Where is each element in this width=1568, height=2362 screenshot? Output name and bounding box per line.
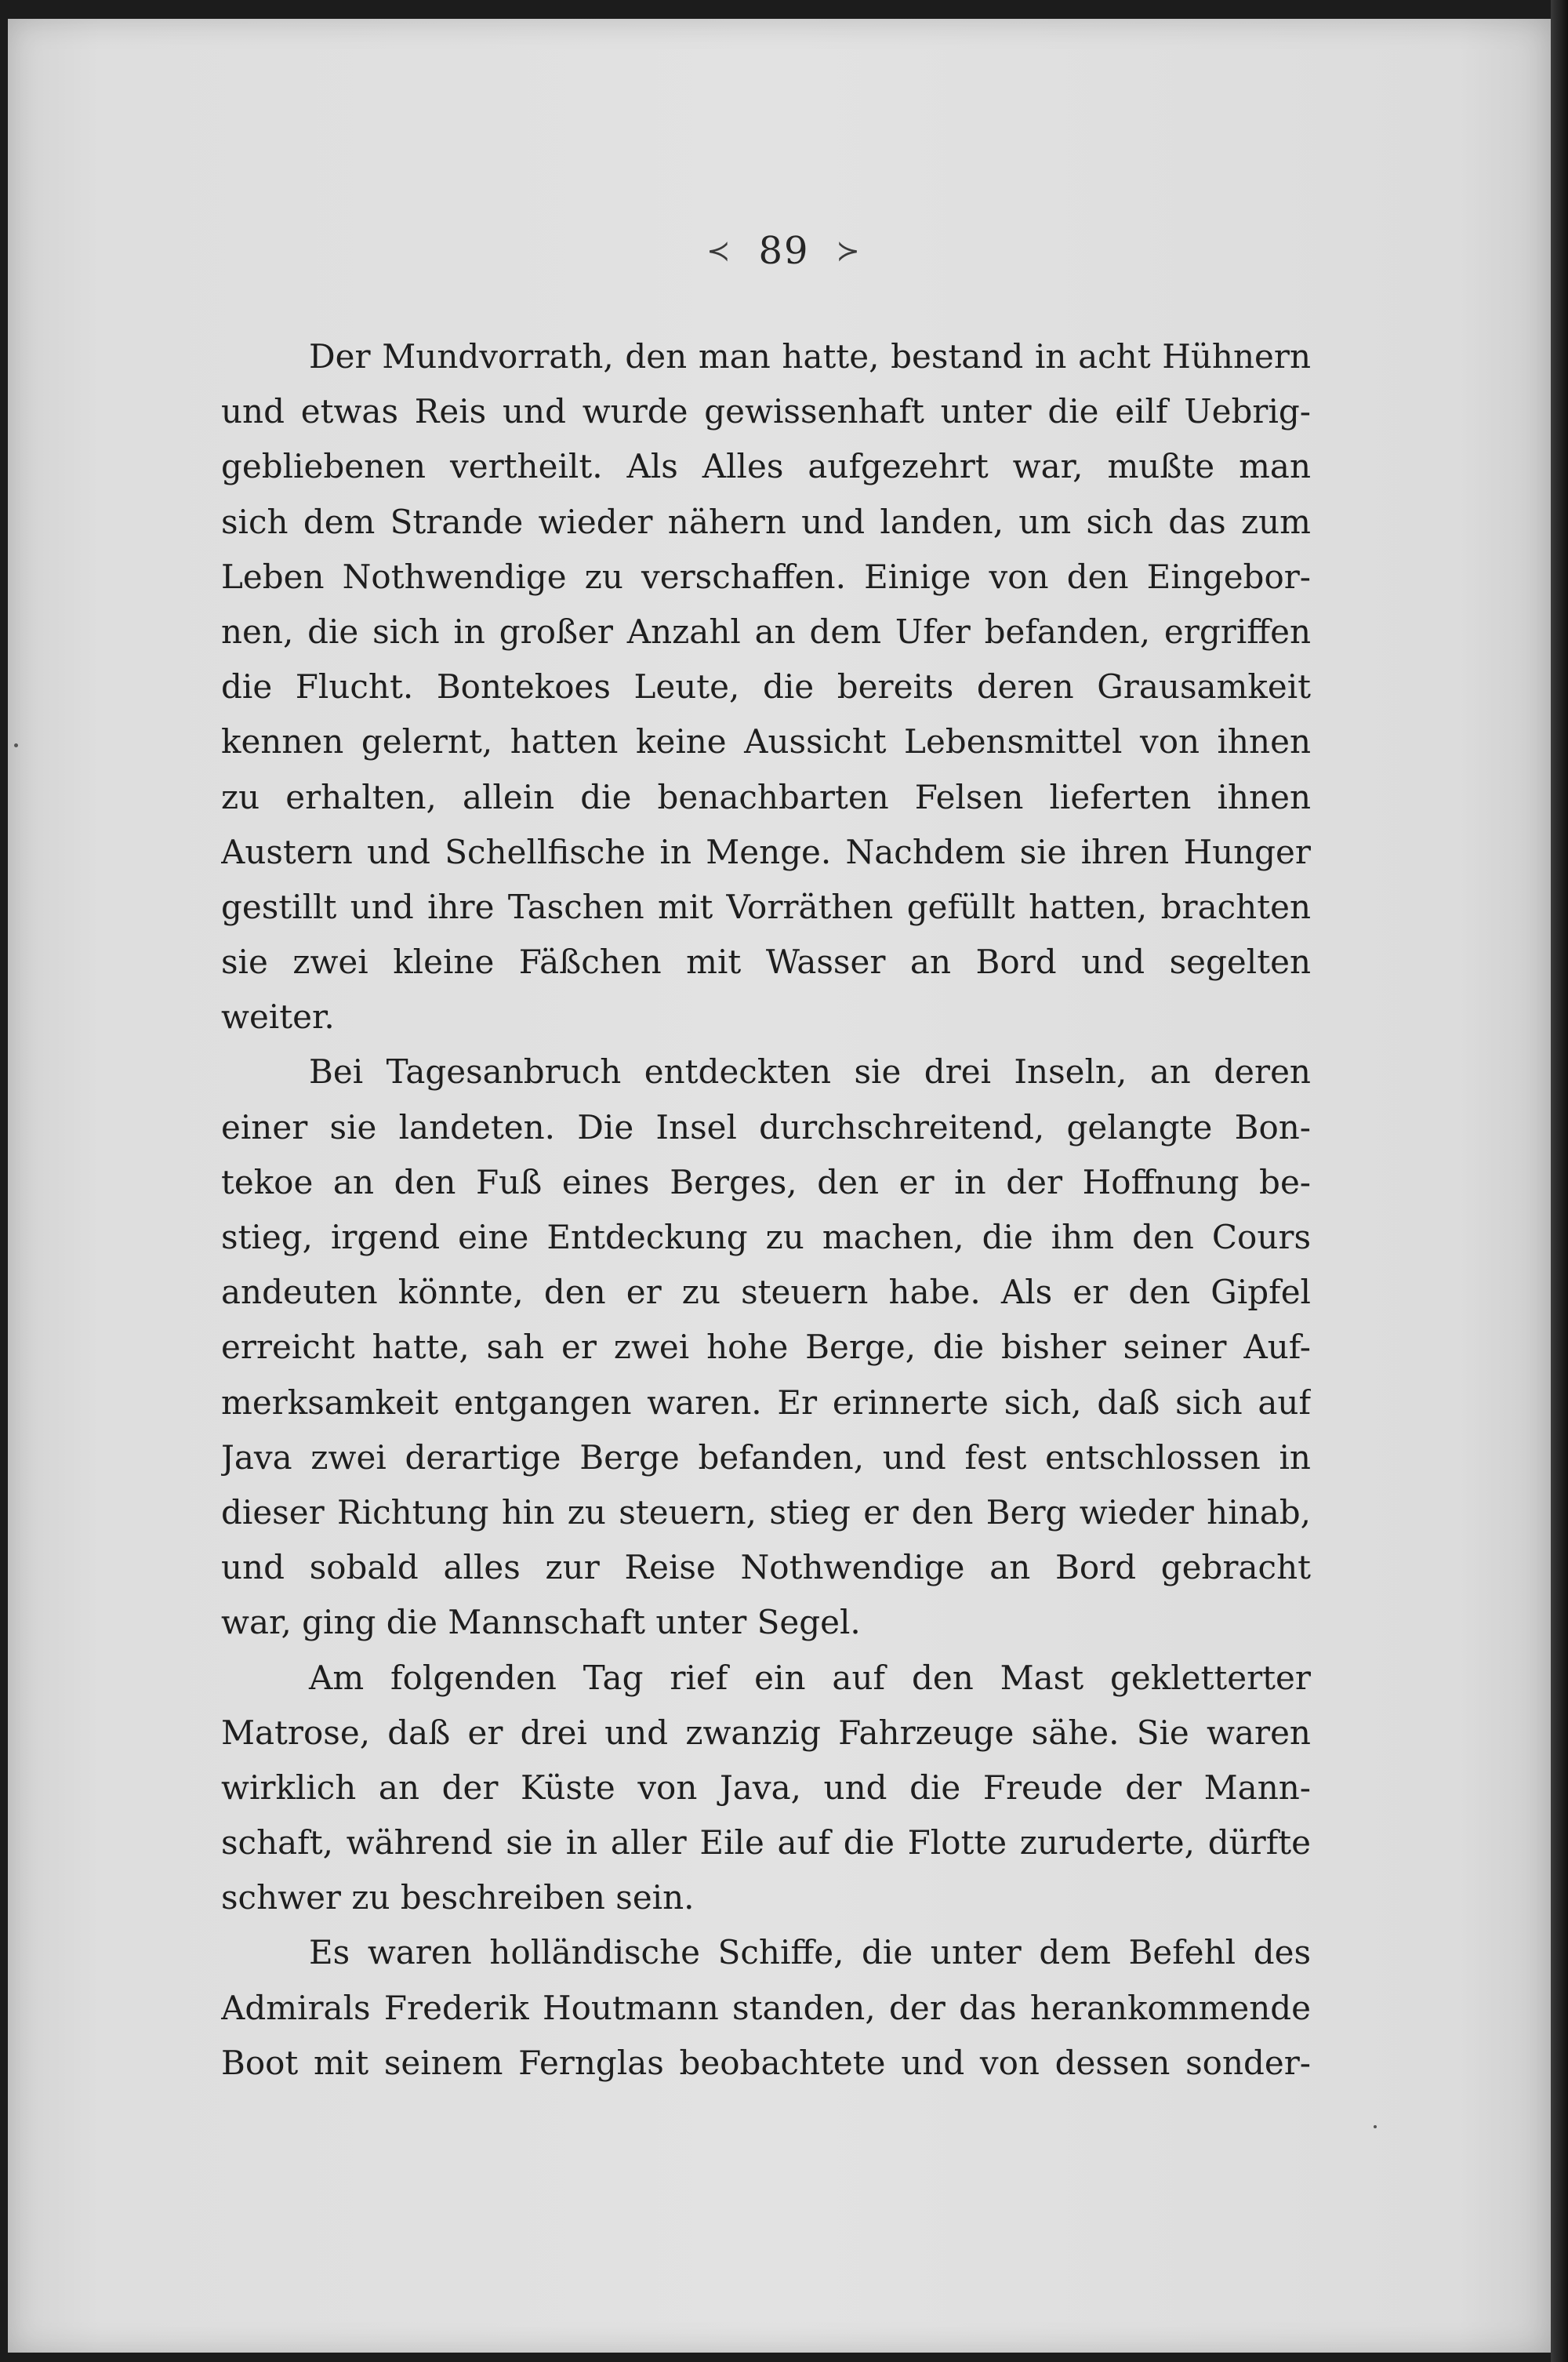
text-line: erreicht hatte, sah er zwei hohe Berge, die bisher seiner Auf- xyxy=(221,1328,1311,1367)
text-line: Es waren holländische Schiffe, die unter dem Befehl des xyxy=(309,1933,1311,1972)
body-text xyxy=(221,329,1311,2091)
page-number: 89 xyxy=(758,229,810,273)
text-line: sich dem Strande wieder nähern und landen, um sich das zum xyxy=(221,502,1311,541)
text-line: zu erhalten, allein die benachbarten Felsen lieferten ihnen xyxy=(221,777,1311,816)
text-line: war, ging die Mannschaft unter Segel. xyxy=(221,1603,861,1642)
text-line: dieser Richtung hin zu steuern, stieg er den Berg wieder hinab, xyxy=(221,1492,1311,1532)
text-line: und sobald alles zur Reise Nothwendige an Bord gebracht xyxy=(221,1548,1311,1587)
text-line: schwer zu beschreiben sein. xyxy=(221,1878,695,1917)
text-line: Am folgenden Tag rief ein auf den Mast gekletterter xyxy=(309,1658,1311,1697)
text-line: einer sie landeten. Die Insel durchschreitend, gelangte Bon- xyxy=(221,1107,1311,1146)
text-line: Der Mundvorrath, den man hatte, bestand in acht Hühnern xyxy=(309,337,1311,376)
text-line: Java zwei derartige Berge befanden, und fest entschlossen in xyxy=(221,1437,1311,1477)
text-line: andeuten könnte, den er zu steuern habe. Als er den Gipfel xyxy=(221,1273,1311,1312)
text-line: Matrose, daß er drei und zwanzig Fahrzeuge sähe. Sie waren xyxy=(221,1713,1311,1752)
text-line: merksamkeit entgangen waren. Er erinnerte sich, daß sich auf xyxy=(221,1383,1311,1422)
text-line: Leben Nothwendige zu verschaffen. Einige von den Eingebor- xyxy=(221,557,1311,596)
text-line: weiter. xyxy=(221,997,335,1037)
page-number-header xyxy=(0,229,1568,273)
text-line: nen, die sich in großer Anzahl an dem Ufer befanden, ergriffen xyxy=(221,612,1311,651)
text-line: die Flucht. Bontekoes Leute, die bereits deren Grausamkeit xyxy=(221,667,1311,707)
right-ornament-icon: ≻ xyxy=(836,235,862,267)
text-line: schaft, während sie in aller Eile auf die Flotte zuruderte, dürfte xyxy=(221,1823,1311,1862)
text-line: Boot mit seinem Fernglas beobachtete und von dessen sonder- xyxy=(221,2043,1311,2082)
text-line: Admirals Frederik Houtmann standen, der das herankommende xyxy=(221,1988,1311,2027)
text-line: Bei Tagesanbruch entdeckten sie drei Inseln, an deren xyxy=(309,1052,1311,1092)
dust-speck xyxy=(1374,2125,1377,2128)
text-line: gestillt und ihre Taschen mit Vorräthen gefüllt hatten, brachten xyxy=(221,887,1311,926)
dust-speck xyxy=(14,743,18,747)
text-line: stieg, irgend eine Entdeckung zu machen, die ihm den Cours xyxy=(221,1218,1311,1256)
text-line: sie zwei kleine Fäßchen mit Wasser an Bord und segelten xyxy=(221,943,1311,982)
text-line: kennen gelernt, hatten keine Aussicht Lebensmittel von ihnen xyxy=(221,722,1311,761)
text-line: gebliebenen vertheilt. Als Alles aufgezehrt war, mußte man xyxy=(221,447,1311,486)
text-line: und etwas Reis und wurde gewissenhaft unter die eilf Uebrig- xyxy=(221,392,1311,431)
text-line: Austern und Schellfische in Menge. Nachdem sie ihren Hunger xyxy=(221,832,1311,871)
left-ornament-icon: ≺ xyxy=(706,235,732,267)
text-line: tekoe an den Fuß eines Berges, den er in der Hoffnung be- xyxy=(221,1162,1311,1201)
text-line: wirklich an der Küste von Java, und die Freude der Mann- xyxy=(221,1768,1311,1807)
scan-edge xyxy=(1551,0,1568,2362)
